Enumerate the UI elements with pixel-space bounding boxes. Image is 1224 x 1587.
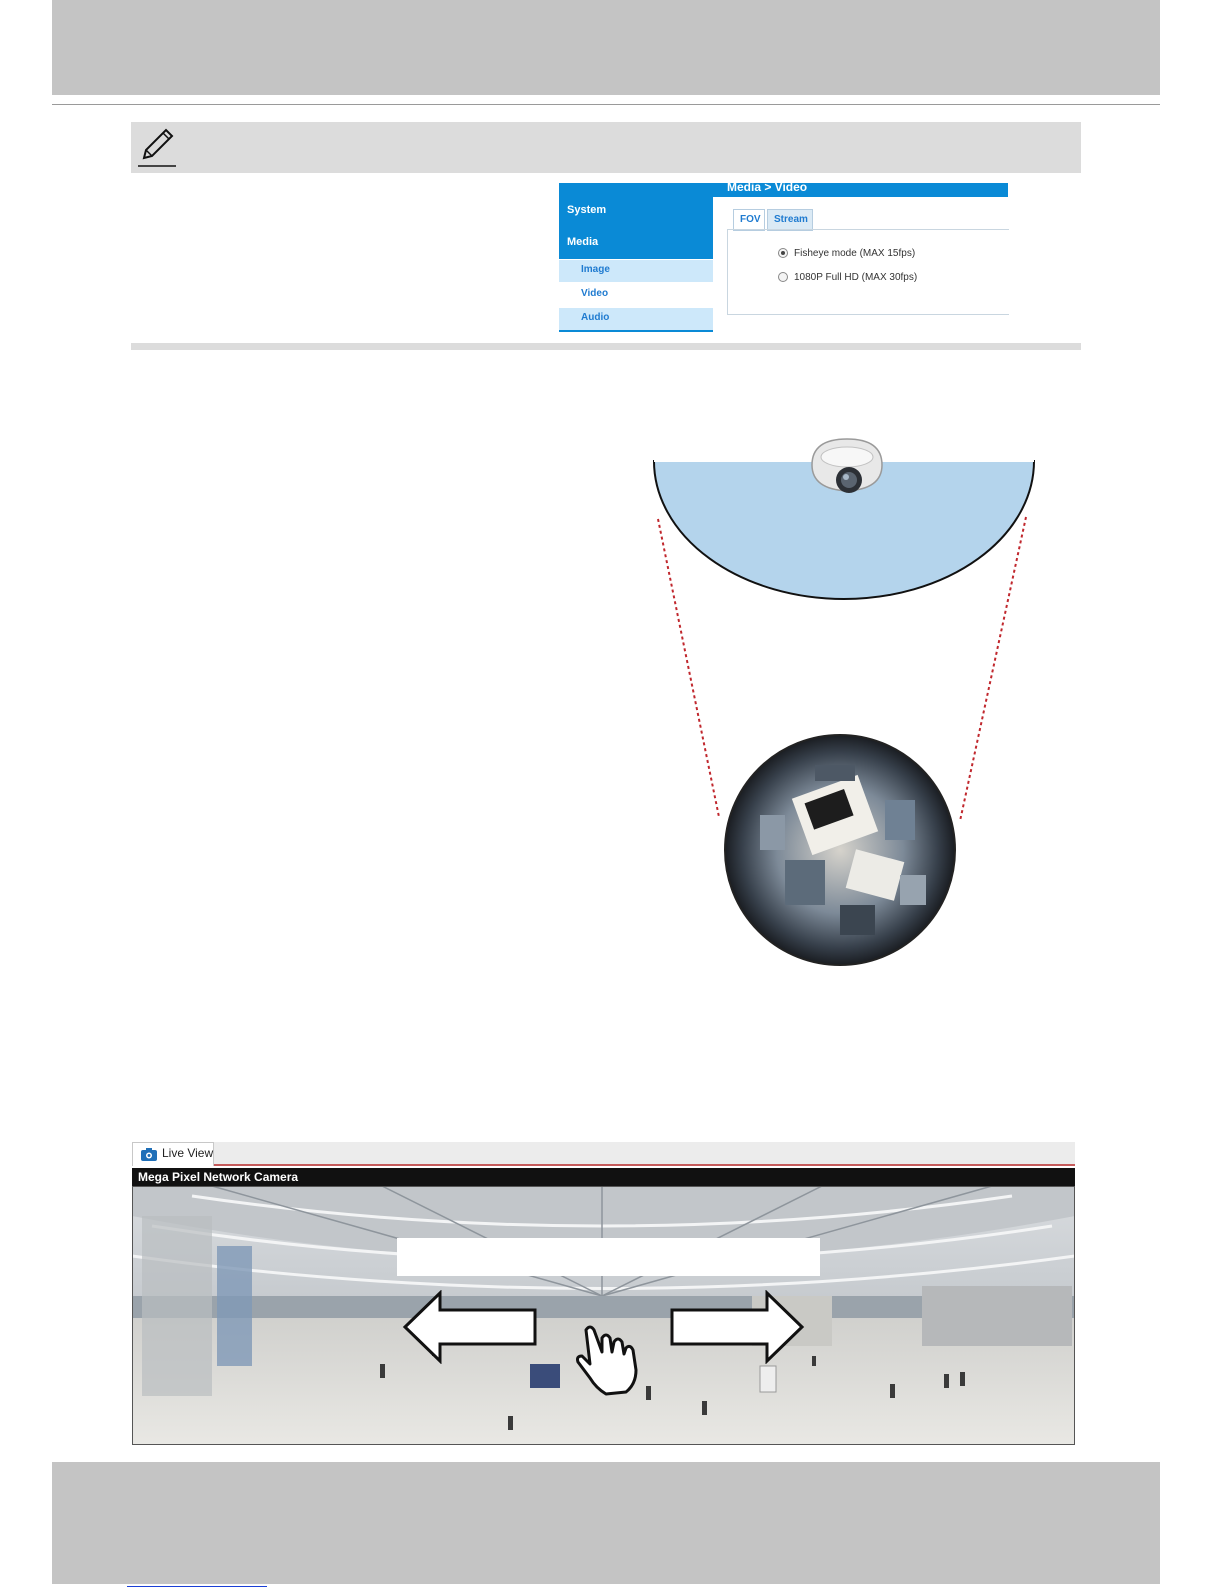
camera-title: Mega Pixel Network Camera [138, 1170, 299, 1184]
page-footer-band [52, 1462, 1160, 1584]
tab-fov[interactable]: FOV [733, 209, 765, 231]
caption-box [397, 1238, 820, 1276]
option-1080p-full-hd[interactable]: 1080P Full HD (MAX 30fps) [778, 272, 917, 283]
fov-panel [727, 229, 1009, 315]
fov-line-left [658, 519, 719, 817]
breadcrumb: Media > Video [727, 183, 808, 194]
note-header-bar [131, 122, 1081, 173]
right-arrow-icon [665, 1290, 805, 1364]
live-view-window [132, 1142, 1075, 1445]
panorama-view[interactable] [132, 1186, 1075, 1445]
tab-live-view[interactable]: Live View [132, 1142, 214, 1166]
sidebar-item-video[interactable]: Video [559, 284, 713, 306]
page-header-band [52, 0, 1160, 95]
hand-cursor-icon [572, 1322, 644, 1396]
tab-stream[interactable]: Stream [767, 209, 813, 231]
sidebar-item-image[interactable]: Image [559, 260, 713, 282]
left-arrow-icon [402, 1290, 542, 1364]
sidebar-item-system[interactable]: System [567, 204, 607, 216]
radio-unselected[interactable] [778, 272, 788, 282]
sidebar-item-media[interactable]: Media [567, 236, 599, 248]
option-fisheye-mode[interactable]: Fisheye mode (MAX 15fps) [778, 248, 915, 259]
fisheye-camera-icon [812, 439, 882, 493]
tab-underline [214, 1164, 1075, 1166]
live-view-tab-strip [132, 1142, 1075, 1166]
fisheye-image [725, 735, 955, 965]
video-settings-screenshot [559, 183, 1074, 333]
radio-selected[interactable] [778, 248, 788, 258]
camera-title-bar [132, 1168, 1075, 1186]
note-footer-bar [131, 343, 1081, 350]
sidebar-item-audio[interactable]: Audio [559, 308, 713, 332]
camera-icon [141, 1148, 157, 1161]
fisheye-fov-diagram [640, 435, 1050, 975]
pencil-note-icon [136, 126, 178, 168]
header-rule [52, 104, 1160, 105]
